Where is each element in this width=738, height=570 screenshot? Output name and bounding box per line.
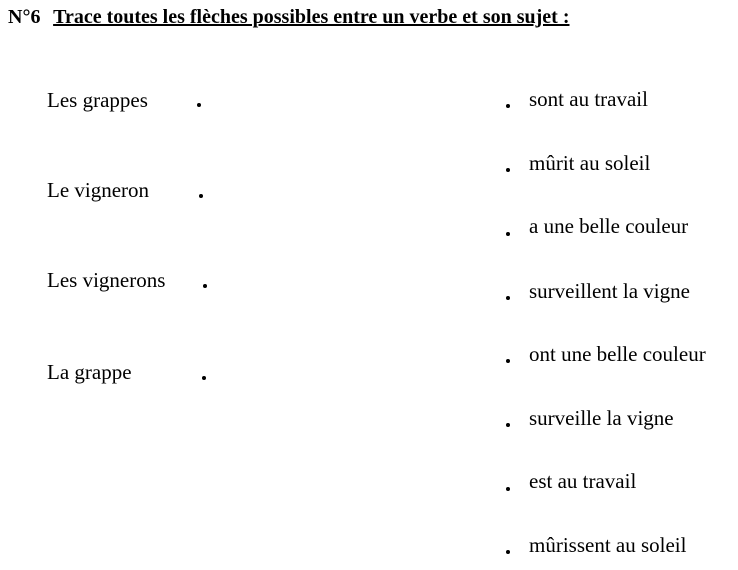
predicate-item: surveillent la vigne — [529, 279, 690, 303]
subject-connection-dot[interactable] — [199, 194, 203, 198]
predicate-connection-dot[interactable] — [506, 487, 510, 491]
predicate-item: ont une belle couleur — [529, 342, 706, 366]
predicate-item: sont au travail — [529, 87, 648, 111]
subject-connection-dot[interactable] — [197, 103, 201, 107]
predicate-item: est au travail — [529, 469, 637, 493]
subject-item: Les vignerons — [47, 268, 166, 292]
predicate-connection-dot[interactable] — [506, 359, 510, 363]
exercise-number: N°6 — [8, 6, 41, 28]
subject-connection-dot[interactable] — [202, 376, 206, 380]
predicate-connection-dot[interactable] — [506, 550, 510, 554]
exercise-instruction: Trace toutes les flèches possibles entre un verbe et son sujet : — [53, 6, 570, 28]
predicate-connection-dot[interactable] — [506, 296, 510, 300]
subject-item: La grappe — [47, 360, 132, 384]
subject-connection-dot[interactable] — [203, 284, 207, 288]
predicate-item: a une belle couleur — [529, 214, 689, 238]
subject-item: Les grappes — [47, 88, 148, 112]
predicate-item: surveille la vigne — [529, 406, 674, 430]
subject-item: Le vigneron — [47, 178, 150, 202]
exercise-header — [8, 6, 570, 29]
predicate-connection-dot[interactable] — [506, 423, 510, 427]
predicate-connection-dot[interactable] — [506, 168, 510, 172]
predicate-item: mûrissent au soleil — [529, 533, 687, 557]
predicate-connection-dot[interactable] — [506, 104, 510, 108]
predicate-item: mûrit au soleil — [529, 151, 651, 175]
predicate-connection-dot[interactable] — [506, 232, 510, 236]
